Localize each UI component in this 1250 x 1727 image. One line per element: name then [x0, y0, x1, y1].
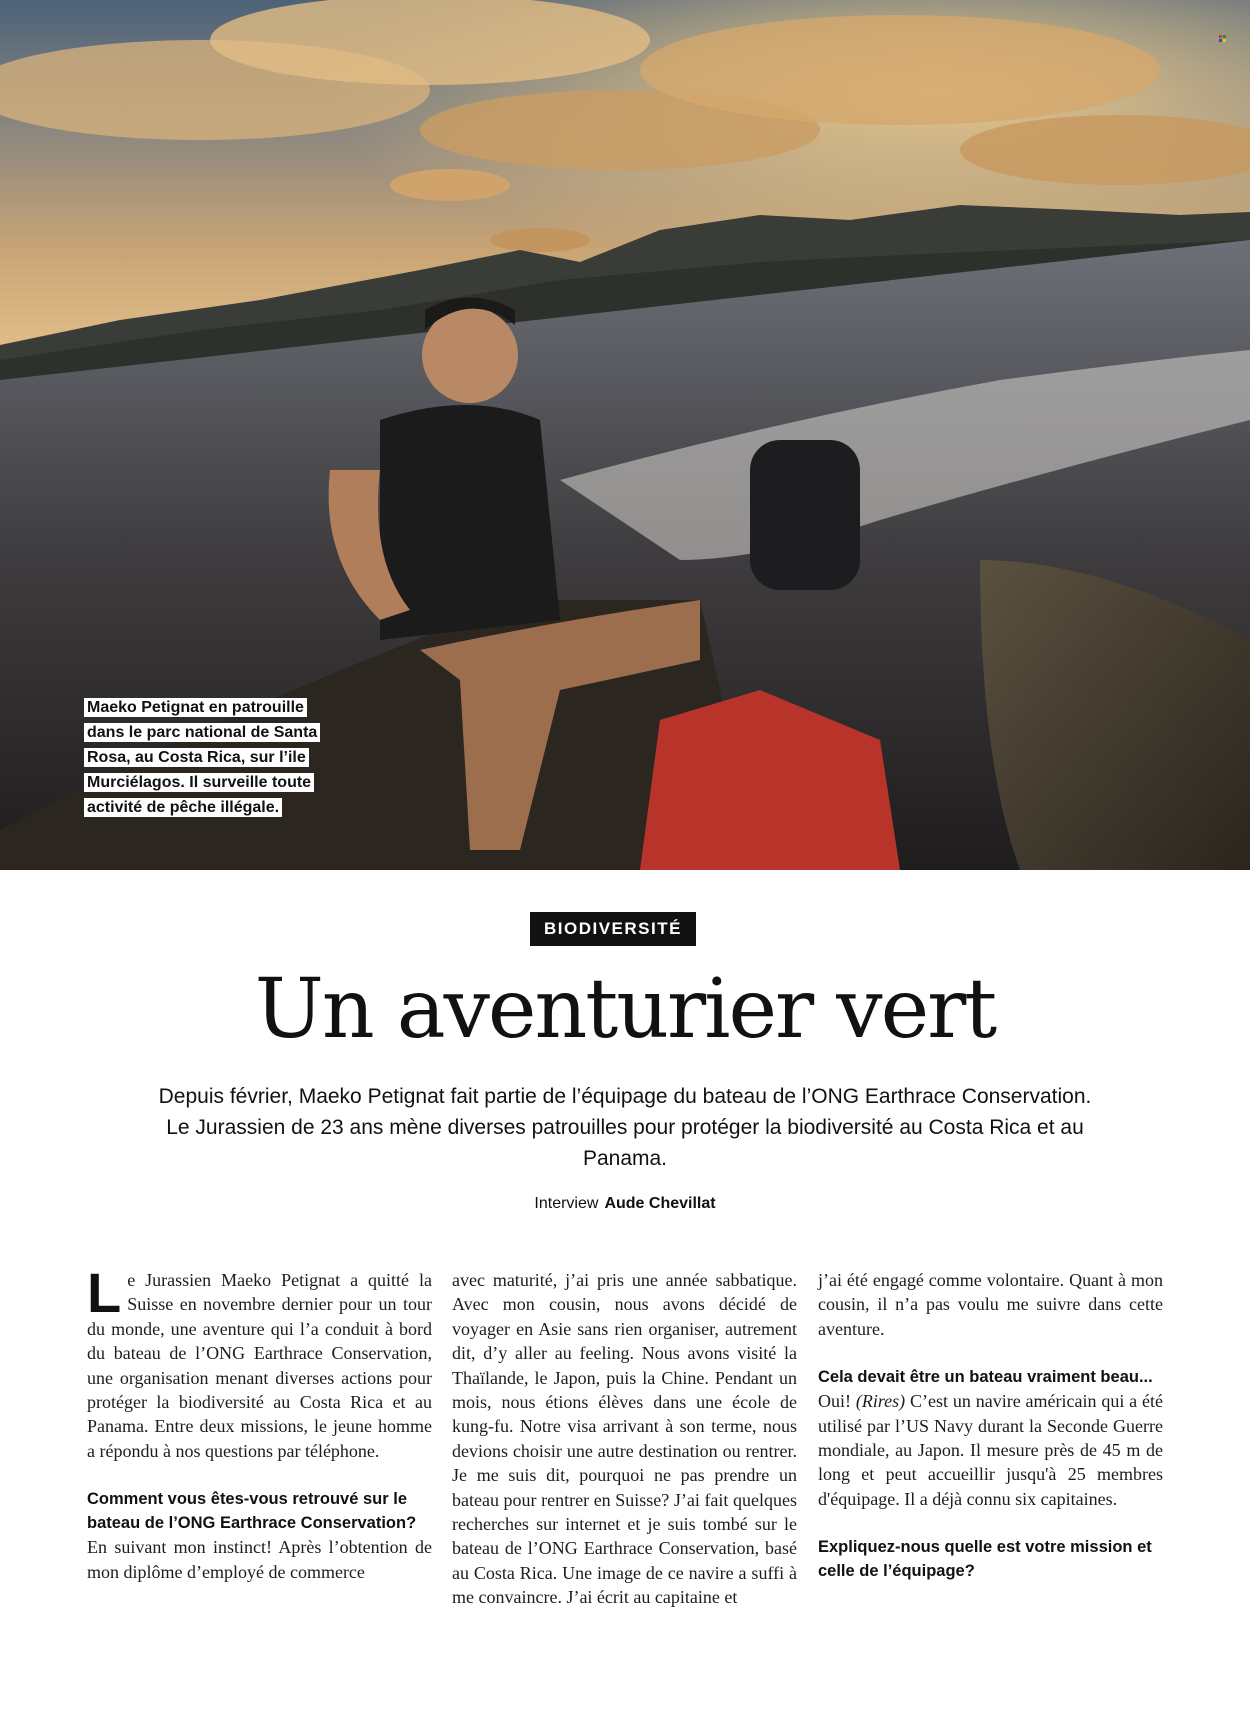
photo-caption: Maeko Petignat en patrouille dans le parc national de Santa Rosa, au Costa Rica, sur l’ile Murciélagos. Il surveille toute activité de pêche illégale.: [84, 695, 324, 820]
byline: [0, 1195, 1250, 1213]
dropcap: L: [87, 1261, 122, 1324]
byline-author: Aude Chevillat: [604, 1195, 716, 1212]
answer-1-part-1: En suivant mon instinct! Après l’obtention de mon diplôme d’employé de commerce: [87, 1537, 432, 1582]
question-1: Comment vous êtes-vous retrouvé sur le bateau de l’ONG Earthrace Conservation?: [87, 1490, 417, 1533]
color-mark-icon: [1219, 35, 1226, 42]
article-intro: e Jurassien Maeko Petignat a quitté la Suisse en novembre dernier pour un tour du monde, une aventure qui l’a conduit à bord du bateau de l’ONG Earthrace Conservation, une organisation menant diverses actions pour protéger la biodiversité au Costa Rica et au Panama. Entre deux missions, le jeune homme a répondu à nos questions par téléphone.: [87, 1270, 432, 1461]
section-tag: BIODIVERSITÉ: [530, 912, 696, 946]
article-lead: Depuis février, Maeko Petignat fait partie de l’équipage du bateau de l’ONG Earthrace Conservation. Le Jurassien de 23 ans mène diverses patrouilles pour protéger la biodiversité au Costa Rica et au Panama.: [158, 1085, 1092, 1170]
question-3: Expliquez-nous quelle est votre mission et celle de l’équipage?: [818, 1538, 1152, 1581]
article-title: Un aventurier vert: [254, 962, 996, 1057]
answer-1-part-2: avec maturité, j’ai pris une année sabbatique. Avec mon cousin, nous avons décidé de voyager en Asie sans rien organiser, autrement dit, d’y aller au feeling. Nous avons visité la Thaïlande, le Japon, puis la Chine. Pendant un mois, nous étions élèves dans une école de kung-fu. Notre visa arrivant à son terme, nous devions choisir une autre destination ou rentrer. Je me suis dit, pourquoi ne pas prendre un bateau pour rentrer en Suisse? J’ai fait quelques recherches sur internet et je suis tombé sur le bateau de l’ONG Earthrace Conservation, basé au Costa Rica. Une image de ce navire a suffi à me convaincre. J’ai écrit au capitaine et: [452, 1270, 797, 1608]
answer-2: Oui! (Rires) C’est un navire américain qui a été utilisé par l’US Navy durant la Seconde Guerre mondiale, au Japon. Il mesure près de 45 m de long et peut accueillir jusqu'à 25 membres d'équipage. Il a déjà connu six capitaines.: [818, 1391, 1163, 1509]
article-column-3: [818, 1268, 1163, 1583]
article-column-1: [87, 1261, 432, 1584]
question-2: Cela devait être un bateau vraiment beau...: [818, 1368, 1153, 1387]
answer-1-part-3: j’ai été engagé comme volontaire. Quant à mon cousin, il n’a pas voulu me suivre dans cette aventure.: [818, 1270, 1163, 1339]
byline-label: Interview: [534, 1195, 599, 1212]
article-column-2: [452, 1268, 797, 1610]
rires-note: (Rires): [855, 1391, 906, 1412]
